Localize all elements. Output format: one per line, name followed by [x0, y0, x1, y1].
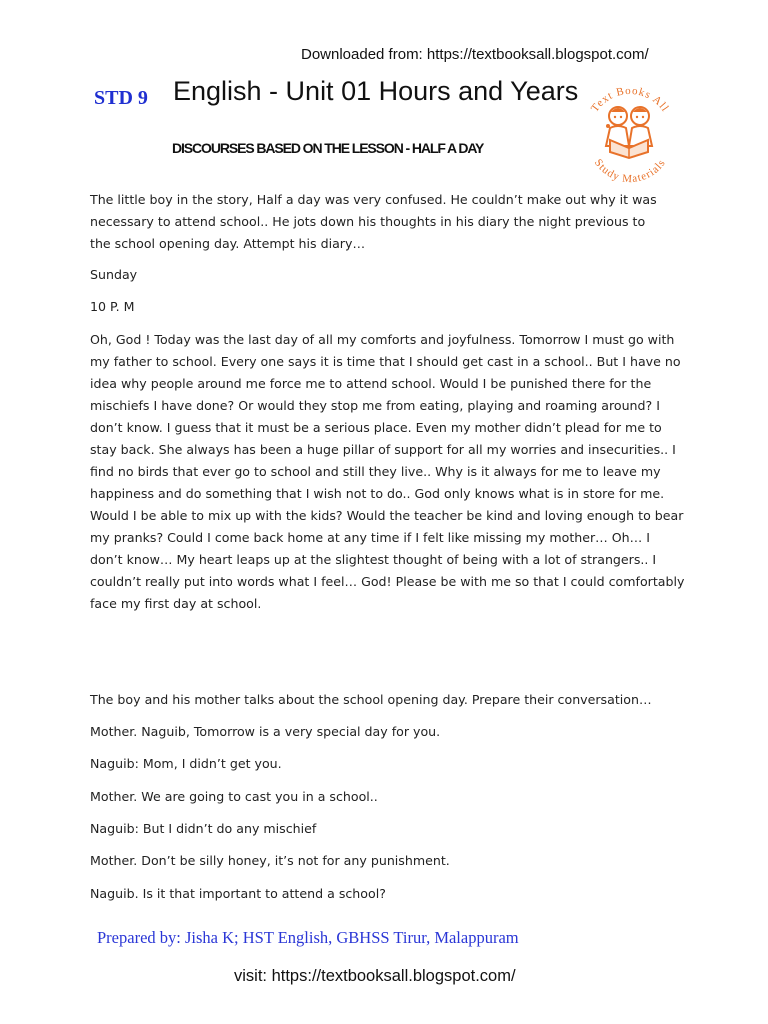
svg-text:Study Materials	[592, 157, 668, 185]
logo-graphic	[580, 82, 680, 188]
download-source-line: Downloaded from: https://textbooksall.blogspot.com/	[301, 46, 649, 63]
std-label: STD 9	[94, 87, 148, 109]
unit-title: English - Unit 01 Hours and Years	[173, 76, 579, 106]
logo-top-text: Text Books All	[588, 84, 672, 115]
section-subheading: DISCOURSES BASED ON THE LESSON - HALF A DAY	[172, 140, 484, 156]
diary-time: 10 P. M	[90, 299, 135, 314]
dialogue-line: Naguib. Is it that important to attend a school?	[90, 886, 386, 901]
diary-entry-paragraph: Oh, God ! Today was the last day of all my comforts and joyfulness. Tomorrow I must go with my father to school. Every one says it is time that I should get cast in a school.. But I have no idea why people around me force me to attend school. Would I be punished there for the mischiefs I have done? Or would they stop me from eating, playing and roaming around? I don’t know. I guess that it must be a serious place. Even my mother didn’t plead for me to stay back. She always has been a huge pillar of support for all my worries and insecurities.. I find no birds that ever go to school and still they live.. Why is it always for me to leave my happiness and do something that I wish not to do.. God only knows what is in store for me. Would I be able to mix up with the kids? Would the teacher be kind and loving enough to bear my pranks? Could I come back home at any time if I felt like missing my mother… Oh… I don’t know… My heart leaps up at the slightest thought of being with a lot of strangers.. I couldn’t really put into words what I feel… God! Please be with me so that I could comfortably face my first day at school.	[90, 332, 685, 611]
dialogue-line: Mother. Don’t be silly honey, it’s not for any punishment.	[90, 853, 450, 868]
dialogue-line: Naguib: But I didn’t do any mischief	[90, 821, 317, 836]
textbooks-all-logo-icon	[580, 82, 680, 188]
logo-bottom-text: Study Materials	[591, 156, 669, 186]
diary-day: Sunday	[90, 267, 138, 282]
dialogue-line: Mother. Naguib, Tomorrow is a very special day for you.	[90, 724, 441, 739]
intro-paragraph: The little boy in the story, Half a day was very confused. He couldn’t make out why it was necessary to attend school.. He jots down his thoughts in his diary the night previous to the school opening day. Attempt his diary…	[90, 192, 657, 251]
dialogue-line: Mother. We are going to cast you in a school..	[90, 789, 378, 804]
prepared-by-credit: Prepared by: Jisha K; HST English, GBHSS Tirur, Malappuram	[97, 928, 519, 947]
conversation-task: The boy and his mother talks about the school opening day. Prepare their conversation…	[90, 692, 652, 707]
dialogue-line: Naguib: Mom, I didn’t get you.	[90, 756, 282, 771]
svg-text:Text Books All	[589, 85, 671, 114]
visit-link[interactable]: visit: https://textbooksall.blogspot.com/	[234, 967, 516, 985]
